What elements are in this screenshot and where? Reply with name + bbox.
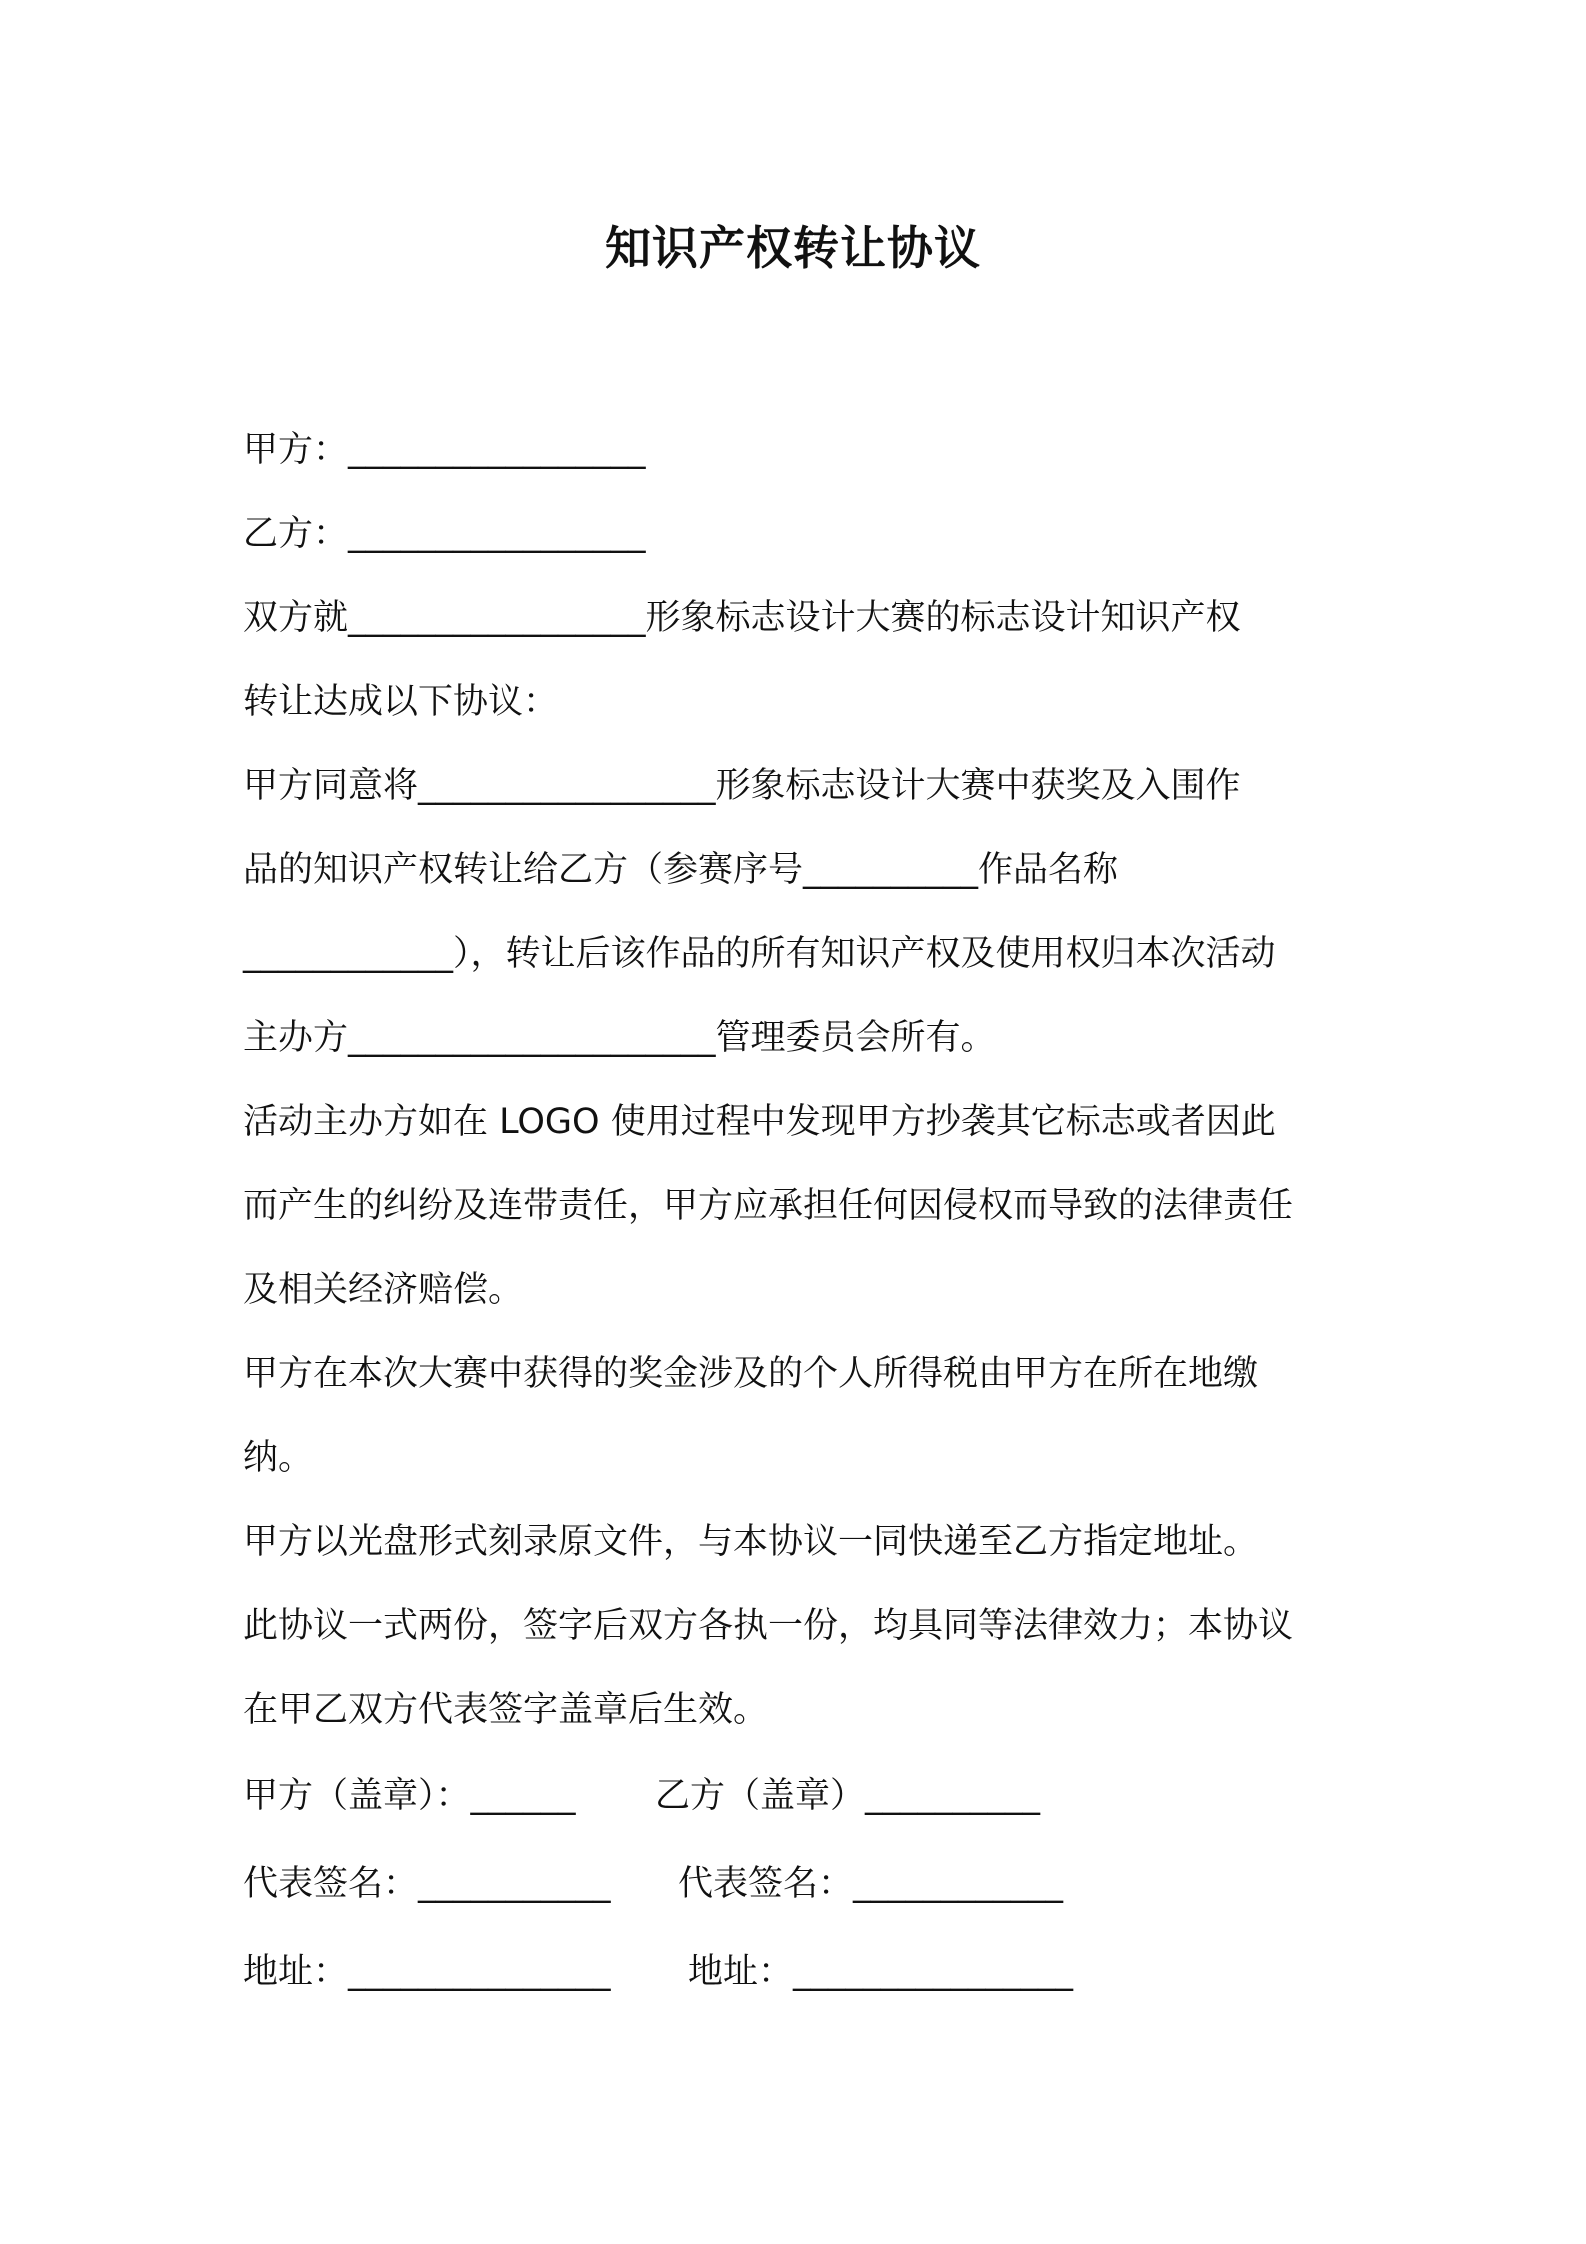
clause-liability-line-3: 及相关经济赔偿。 bbox=[243, 1270, 524, 1310]
agreement-intro-line-1: 双方就_________________形象标志设计大赛的标志设计知识产权 bbox=[243, 598, 1241, 638]
party-b-seal: 乙方（盖章）__________ bbox=[655, 1776, 1041, 1816]
party-b-representative: 代表签名：____________ bbox=[678, 1864, 1064, 1904]
party-a-address: 地址：_______________ bbox=[243, 1952, 611, 1992]
representative-row bbox=[243, 1840, 1373, 1928]
clause-liability-line-1: 活动主办方如在 LOGO 使用过程中发现甲方抄袭其它标志或者因此 bbox=[243, 1102, 1276, 1142]
clause-tax-line-2: 纳。 bbox=[243, 1438, 314, 1478]
document-title: 知识产权转让协议 bbox=[605, 221, 981, 275]
party-a-representative: 代表签名：___________ bbox=[243, 1864, 611, 1904]
party-b-address: 地址：________________ bbox=[688, 1952, 1074, 1992]
document-body bbox=[243, 408, 1373, 2016]
party-b-line: 乙方：_________________ bbox=[243, 514, 646, 554]
clause-copies-line-1: 此协议一式两份，签字后双方各执一份，均具同等法律效力；本协议 bbox=[243, 1606, 1294, 1646]
party-a-line: 甲方：_________________ bbox=[243, 430, 646, 470]
clause-transfer-line-1: 甲方同意将_________________形象标志设计大赛中获奖及入围作 bbox=[243, 766, 1241, 806]
address-row bbox=[243, 1928, 1373, 2016]
clause-transfer-line-2: 品的知识产权转让给乙方（参赛序号__________作品名称 bbox=[243, 850, 1119, 890]
agreement-intro-line-2: 转让达成以下协议： bbox=[243, 682, 559, 722]
party-a-seal: 甲方（盖章）：______ bbox=[243, 1776, 576, 1816]
clause-liability-line-2: 而产生的纠纷及连带责任，甲方应承担任何因侵权而导致的法律责任 bbox=[243, 1186, 1294, 1226]
clause-copies-line-2: 在甲乙双方代表签字盖章后生效。 bbox=[243, 1690, 769, 1730]
clause-transfer-line-3: ____________），转让后该作品的所有知识产权及使用权归本次活动 bbox=[243, 934, 1276, 974]
clause-transfer-line-4: 主办方_____________________管理委员会所有。 bbox=[243, 1018, 996, 1058]
seal-row bbox=[243, 1752, 1373, 1840]
clause-tax-line-1: 甲方在本次大赛中获得的奖金涉及的个人所得税由甲方在所在地缴 bbox=[243, 1354, 1259, 1394]
clause-delivery-line: 甲方以光盘形式刻录原文件，与本协议一同快递至乙方指定地址。 bbox=[243, 1522, 1259, 1562]
